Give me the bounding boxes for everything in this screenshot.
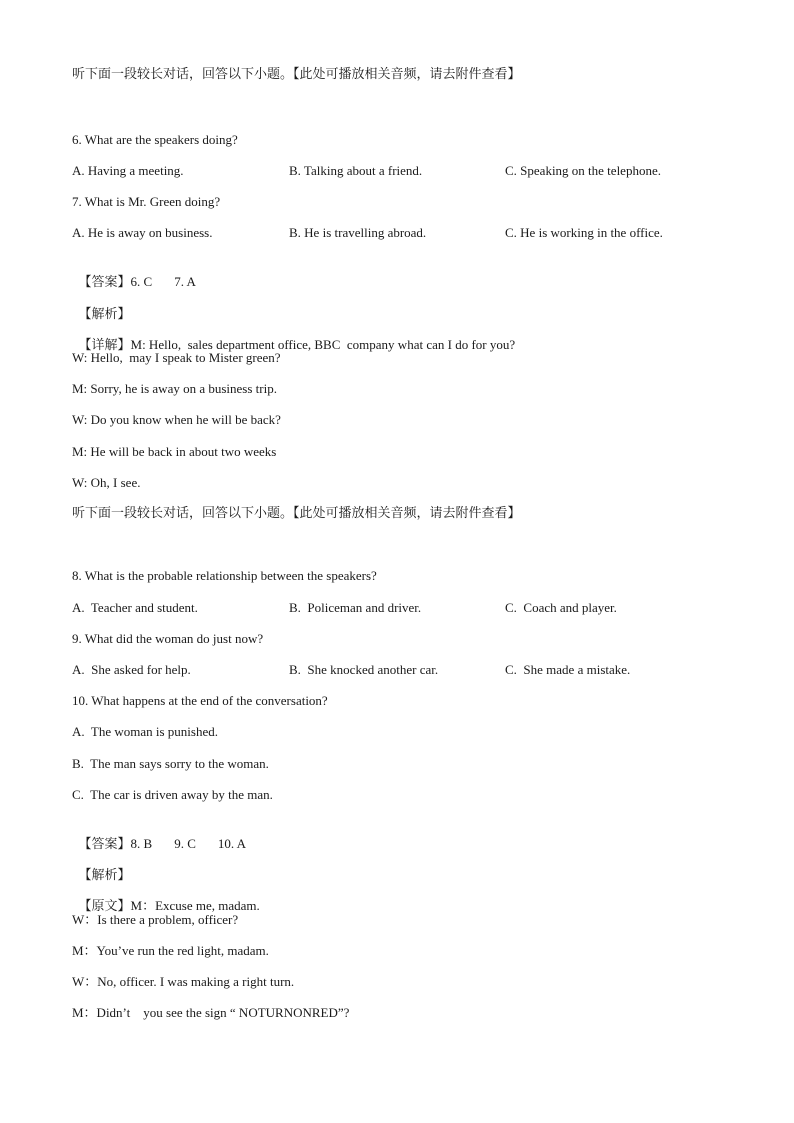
q6-option-a: A. Having a meeting. bbox=[72, 163, 184, 178]
q8-option-a: A. Teacher and student. bbox=[72, 600, 198, 615]
transcript-line-4: W: Do you know when he will be back? bbox=[72, 412, 281, 427]
answer-6: 6. C bbox=[130, 274, 153, 289]
analysis-label: 【解析】 bbox=[78, 868, 131, 883]
original-text: M：Excuse me, madam. bbox=[130, 898, 260, 913]
q10-option-c: C. The car is driven away by the man. bbox=[72, 787, 273, 802]
q7-option-b: B. He is travelling abroad. bbox=[289, 225, 427, 240]
question-9: 9. What did the woman do just now? bbox=[72, 631, 264, 646]
answer-10: 10. A bbox=[217, 836, 247, 851]
question-7: 7. What is Mr. Green doing? bbox=[72, 194, 221, 209]
q6-option-b: B. Talking about a friend. bbox=[289, 163, 423, 178]
detail-label: 【详解】 bbox=[78, 338, 131, 353]
original-label: 【原文】 bbox=[78, 899, 131, 914]
transcript-text: M: Hello, sales department office, BBC company what can I do for you? bbox=[130, 337, 516, 352]
q10-option-a: A. The woman is punished. bbox=[72, 724, 218, 739]
q8-option-c: C. Coach and player. bbox=[505, 600, 617, 615]
transcript-line-3: M: Sorry, he is away on a business trip. bbox=[72, 381, 277, 396]
q7-option-a: A. He is away on business. bbox=[72, 225, 213, 240]
question-10: 10. What happens at the end of the conversation? bbox=[72, 693, 328, 708]
answer-label: 【答案】 bbox=[78, 837, 131, 852]
transcript-line-2: W: Hello, may I speak to Mister green? bbox=[72, 350, 281, 365]
answer-8: 8. B bbox=[130, 836, 153, 851]
q9-option-b: B. She knocked another car. bbox=[289, 662, 439, 677]
question-6: 6. What are the speakers doing? bbox=[72, 132, 238, 147]
q10-option-b: B. The man says sorry to the woman. bbox=[72, 756, 269, 771]
q8-option-b: B. Policeman and driver. bbox=[289, 600, 422, 615]
answer-7: 7. A bbox=[174, 274, 196, 289]
analysis-label: 【解析】 bbox=[78, 307, 131, 322]
question-8: 8. What is the probable relationship between the speakers? bbox=[72, 568, 377, 583]
answer-9: 9. C bbox=[174, 836, 196, 851]
q6-option-c: C. Speaking on the telephone. bbox=[505, 163, 661, 178]
answer-label: 【答案】 bbox=[78, 275, 131, 290]
transcript-line-5: M: He will be back in about two weeks bbox=[72, 444, 277, 459]
q9-option-a: A. She asked for help. bbox=[72, 662, 191, 677]
q9-option-c: C. She made a mistake. bbox=[505, 662, 631, 677]
original-line-3: M：You’ve run the red light, madam. bbox=[72, 943, 269, 958]
transcript-line-6: W: Oh, I see. bbox=[72, 475, 141, 490]
section1-instruction: 听下面一段较长对话，回答以下小题。【此处可播放相关音频，请去附件查看】 bbox=[72, 67, 521, 82]
original-line-5: M：Didn’t you see the sign “ NOTURNONRED”? bbox=[72, 1005, 350, 1020]
section2-instruction: 听下面一段较长对话，回答以下小题。【此处可播放相关音频，请去附件查看】 bbox=[72, 506, 521, 521]
original-line-2: W：Is there a problem, officer? bbox=[72, 912, 239, 927]
original-line-4: W：No, officer. I was making a right turn. bbox=[72, 974, 295, 989]
q7-option-c: C. He is working in the office. bbox=[505, 225, 663, 240]
